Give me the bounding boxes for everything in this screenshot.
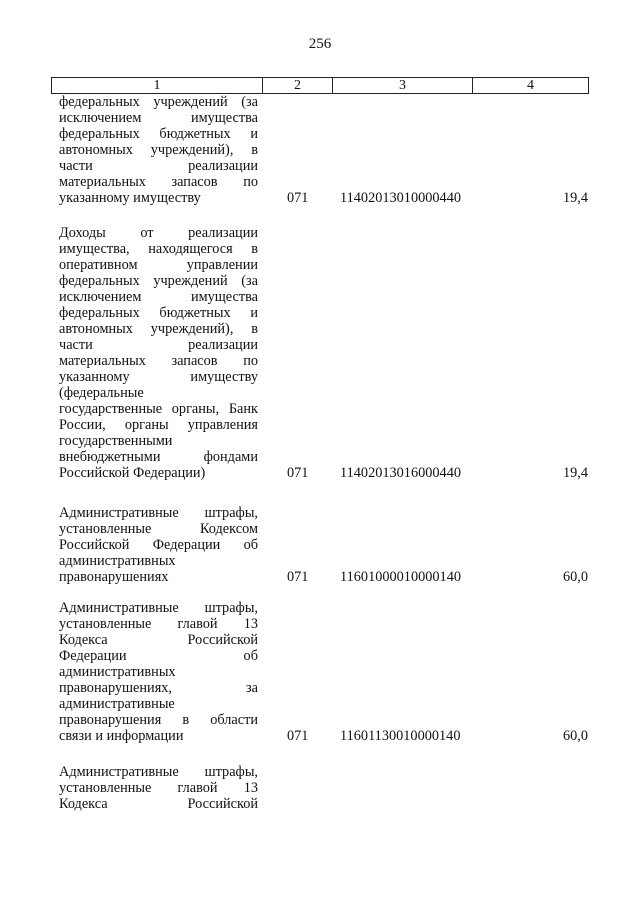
amount: 19,4 <box>562 190 588 206</box>
description-line: правонарушения в области <box>59 712 258 728</box>
description-line: России, органы управления <box>59 417 258 433</box>
description-line: Российской Федерации об <box>59 537 258 553</box>
description-line: указанному имуществу <box>59 190 201 206</box>
description-line: государственные органы, Банк <box>59 401 258 417</box>
description-line: имущества, находящегося в <box>59 241 258 257</box>
description-line: Доходы от реализации <box>59 225 258 241</box>
table-row <box>0 600 640 764</box>
column-header-1: 1 <box>52 78 263 94</box>
table-row <box>0 94 640 225</box>
description-line: установленные главой 13 <box>59 780 258 796</box>
description-line: административных <box>59 553 176 569</box>
row-description <box>59 94 258 206</box>
description-line: правонарушениях, за <box>59 680 258 696</box>
description-line: Кодекса Российской <box>59 632 258 648</box>
description-line: Административные штрафы, <box>59 764 258 780</box>
description-line: части реализации <box>59 337 258 353</box>
description-line: исключением имущества <box>59 110 258 126</box>
description-line: (федеральные <box>59 385 144 401</box>
column-header-3: 3 <box>333 78 473 94</box>
description-line: установленные главой 13 <box>59 616 258 632</box>
amount: 60,0 <box>562 728 588 744</box>
column-header-2: 2 <box>263 78 333 94</box>
table-body <box>0 94 640 824</box>
admin-code: 071 <box>287 728 309 744</box>
budget-classification-code: 11601000010000140 <box>340 569 461 585</box>
description-line: оперативном управлении <box>59 257 258 273</box>
admin-code: 071 <box>287 569 309 585</box>
description-line: федеральных бюджетных и <box>59 305 258 321</box>
budget-classification-code: 11402013010000440 <box>340 190 461 206</box>
admin-code: 071 <box>287 190 309 206</box>
row-description <box>59 600 258 744</box>
table-row <box>0 505 640 600</box>
budget-classification-code: 11402013016000440 <box>340 465 461 481</box>
description-line: Административные штрафы, <box>59 600 258 616</box>
row-description <box>59 764 258 812</box>
description-line: внебюджетными фондами <box>59 449 258 465</box>
description-line: государственными <box>59 433 173 449</box>
description-line: связи и информации <box>59 728 184 744</box>
description-line: Российской Федерации) <box>59 465 206 481</box>
description-line: установленные Кодексом <box>59 521 258 537</box>
description-line: федеральных бюджетных и <box>59 126 258 142</box>
column-header-4: 4 <box>473 78 589 94</box>
description-line: федеральных учреждений (за <box>59 94 258 110</box>
description-line: исключением имущества <box>59 289 258 305</box>
table-row <box>0 764 640 824</box>
admin-code: 071 <box>287 465 309 481</box>
column-header-row <box>52 78 589 94</box>
budget-classification-code: 11601130010000140 <box>340 728 461 744</box>
row-description <box>59 225 258 481</box>
column-header-table <box>51 77 589 94</box>
description-line: указанному имуществу <box>59 369 258 385</box>
description-line: административных <box>59 664 176 680</box>
amount: 60,0 <box>562 569 588 585</box>
table-row <box>0 225 640 505</box>
description-line: административные <box>59 696 175 712</box>
description-line: Кодекса Российской <box>59 796 258 812</box>
page-number: 256 <box>308 36 332 52</box>
row-description <box>59 505 258 585</box>
description-line: автономных учреждений), в <box>59 142 258 158</box>
description-line: Федерации об <box>59 648 258 664</box>
description-line: федеральных учреждений (за <box>59 273 258 289</box>
description-line: автономных учреждений), в <box>59 321 258 337</box>
amount: 19,4 <box>562 465 588 481</box>
description-line: материальных запасов по <box>59 174 258 190</box>
description-line: правонарушениях <box>59 569 169 585</box>
description-line: материальных запасов по <box>59 353 258 369</box>
description-line: части реализации <box>59 158 258 174</box>
description-line: Административные штрафы, <box>59 505 258 521</box>
